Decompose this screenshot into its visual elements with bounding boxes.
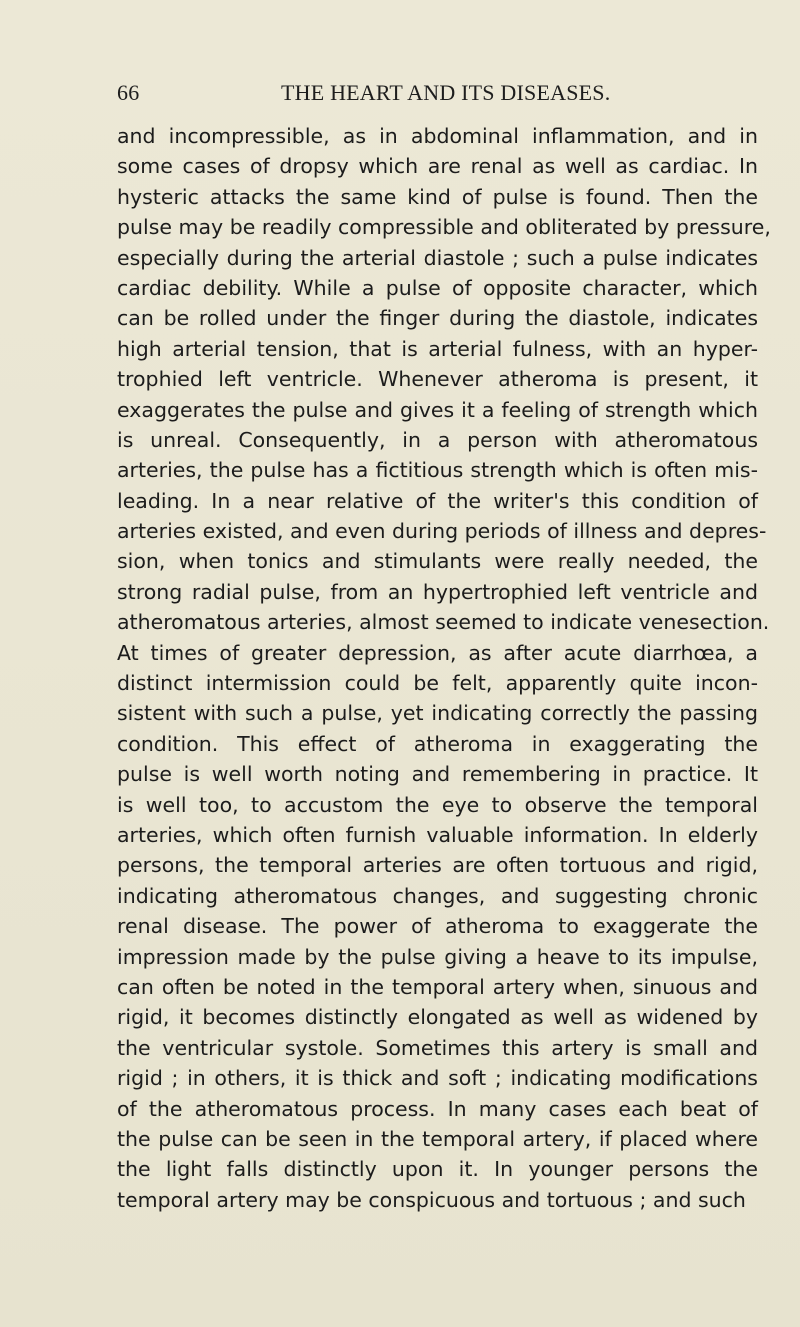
text-line: is well too, to accustom the eye to observe the temporal [117, 792, 758, 817]
text-line: leading. In a near relative of the writer's this condition of [117, 488, 758, 513]
text-line: renal disease. The power of atheroma to exaggerate the [117, 914, 758, 939]
text-line: sistent with such a pulse, yet indicating correctly the passing [117, 701, 758, 726]
text-line: sion, when tonics and stimulants were really needed, the [117, 549, 758, 574]
text-line: arteries, which often furnish valuable information. In elderly [117, 822, 758, 847]
body-text [117, 121, 771, 1215]
text-line: and incompressible, as in abdominal inflammation, and in [117, 124, 758, 148]
text-line: pulse is well worth noting and remembering in practice. It [117, 762, 758, 787]
text-line: hysteric attacks the same kind of pulse is found. Then the [117, 184, 758, 209]
text-line: rigid, it becomes distinctly elongated as well as widened by [117, 1005, 758, 1030]
page-number: 66 [117, 80, 140, 105]
text-line: of the atheromatous process. In many cases each beat of [117, 1096, 758, 1121]
text-line: impression made by the pulse giving a heave to its impulse, [117, 944, 758, 969]
text-line: can be rolled under the finger during the diastole, indicates [117, 306, 758, 331]
text-line: persons, the temporal arteries are often tortuous and rigid, [117, 853, 758, 878]
text-line: rigid ; in others, it is thick and soft ; indicating modifications [117, 1066, 758, 1091]
text-line: cardiac debility. While a pulse of opposite character, which [117, 275, 758, 300]
text-line: arteries, the pulse has a fictitious strength which is often mis- [117, 458, 758, 483]
text-line: some cases of dropsy which are renal as well as cardiac. In [117, 154, 758, 179]
text-line: can often be noted in the temporal artery when, sinuous and [117, 974, 758, 999]
text-line: the pulse can be seen in the temporal artery, if placed where [117, 1126, 758, 1151]
running-head [117, 80, 757, 110]
text-line: temporal artery may be conspicuous and tortuous ; and such [117, 1187, 746, 1212]
text-line: arteries existed, and even during periods of illness and depres- [117, 519, 767, 544]
running-title: THE HEART AND ITS DISEASES. [281, 80, 611, 105]
text-line: At times of greater depression, as after acute diarrhœa, a [117, 640, 758, 665]
text-line: condition. This effect of atheroma in exaggerating the [117, 731, 758, 756]
text-line: trophied left ventricle. Whenever atheroma is present, it [117, 367, 758, 392]
text-line: distinct intermission could be felt, apparently quite incon- [117, 671, 758, 696]
text-line: exaggerates the pulse and gives it a feeling of strength which [117, 397, 758, 422]
text-line: pulse may be readily compressible and obliterated by pressure, [117, 215, 771, 240]
text-line: atheromatous arteries, almost seemed to indicate venesection. [117, 610, 770, 635]
text-line: indicating atheromatous changes, and suggesting chronic [117, 883, 758, 908]
text-line: is unreal. Consequently, in a person with atheromatous [117, 427, 758, 452]
text-line: strong radial pulse, from an hypertrophied left ventricle and [117, 579, 758, 604]
text-line: the ventricular systole. Sometimes this artery is small and [117, 1035, 758, 1060]
text-line: high arterial tension, that is arterial fulness, with an hyper- [117, 336, 758, 361]
text-line: especially during the arterial diastole ; such a pulse indicates [117, 245, 758, 270]
text-line: the light falls distinctly upon it. In younger persons the [117, 1157, 758, 1182]
